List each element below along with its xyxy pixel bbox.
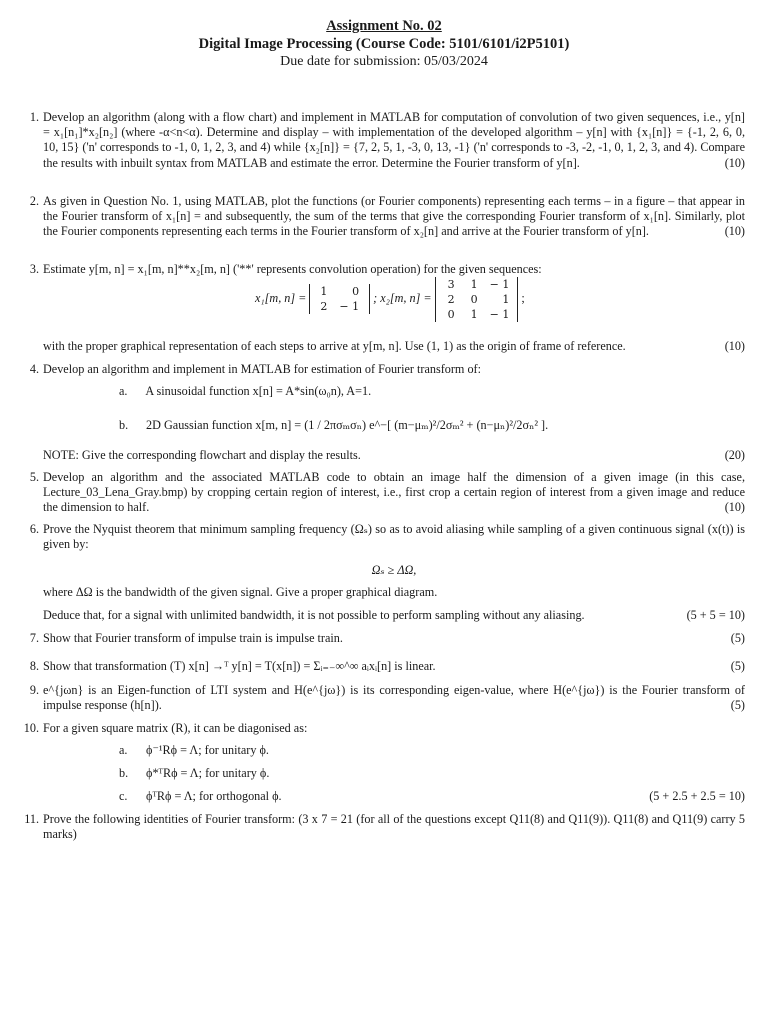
question-6-text3 xyxy=(43,608,745,623)
item-label: b. xyxy=(119,766,129,780)
assignment-title: Assignment No. 02 xyxy=(326,18,442,34)
matrix-x1 xyxy=(309,284,370,314)
question-number: 9. xyxy=(29,683,39,697)
question-marks: (10) xyxy=(724,500,745,515)
item-text: 2D Gaussian function x[m, n] = (1 / 2πσₘσₙ) e^−[ (m−μₘ)²/2σₘ² + (n−μₙ)²/2σₙ² ]. xyxy=(146,418,549,432)
q4-item-a xyxy=(119,384,745,399)
matrix-cell: 0 xyxy=(447,307,455,321)
course-title: Digital Image Processing (Course Code: 5101/6101/i2P5101) xyxy=(198,36,570,52)
question-5 xyxy=(29,470,745,516)
question-text: Prove the Nyquist theorem that minimum sampling frequency (Ωₛ) so as to avoid aliasing while sampling of a given continuous signal (x(t)) is given by: xyxy=(43,522,745,552)
q10-item-a xyxy=(119,743,745,758)
q3-matrix-equation xyxy=(255,275,525,323)
question-text: with the proper graphical representation of each steps to arrive at y[m, n]. Use (1, 1) as the origin of frame of reference. xyxy=(43,339,626,353)
matrix-cell: − 1 xyxy=(489,307,510,321)
question-marks: (10) xyxy=(724,155,745,170)
question-number: 3. xyxy=(29,262,39,276)
question-number: 7. xyxy=(29,631,39,645)
item-label: c. xyxy=(119,789,128,803)
item-text: A sinusoidal function x[n] = A*sin(ω₀n), A=1. xyxy=(145,384,372,398)
x2-label: ; x₂[m, n] = xyxy=(373,291,432,306)
question-number: 10. xyxy=(23,721,39,735)
matrix-cell: 0 xyxy=(470,292,478,306)
question-text: where ΔΩ is the bandwidth of the given signal. Give a proper graphical diagram. xyxy=(43,585,438,599)
matrix-end: ; xyxy=(521,291,525,306)
matrix-cell: 0 xyxy=(352,284,360,298)
q4-item-b xyxy=(119,418,745,433)
question-number: 5. xyxy=(29,470,39,484)
question-text: Deduce that, for a signal with unlimited bandwidth, it is not possible to perform sampling without any aliasing. xyxy=(43,608,585,622)
x1-label: x₁[m, n] = xyxy=(255,291,307,306)
question-number: 8. xyxy=(29,659,39,673)
nyquist-formula: Ωₛ ≥ ΔΩ, xyxy=(371,563,417,577)
question-text: Show that Fourier transform of impulse train is impulse train. xyxy=(43,631,343,645)
question-text: Show that transformation (T) x[n] →ᵀ y[n] = T(x[n]) = Σᵢ₌₋∞^∞ aᵢxᵢ[n] is linear. xyxy=(43,659,436,673)
question-6 xyxy=(29,522,745,552)
matrix-cell: 3 xyxy=(447,277,455,291)
question-8 xyxy=(29,659,745,674)
question-text: e^{jωn} is an Eigen-function of LTI system and H(e^{jω}) is its corresponding eigen-value, where H(e^{jω}) is the Fourier transform of impulse response (h[n]). xyxy=(43,683,745,713)
assignment-header xyxy=(0,17,768,71)
question-text: Develop an algorithm (along with a flow chart) and implement in MATLAB for computation of convolution of two given sequences, i.e., y[n] = x₁[n₁]*x₂[n₂] (where -α<n<α). Determine and display – with implementation of the developed algorithm – y[n] with {x₁[n]} = {-1, 2, 6, 0, 10, 15} ('n' corresponds to -1, 0, 1, 2, 3, and 4) while {x₂[n]} = {7, 2, 5, 1, -3, 0, 13, -1} ('n' corresponds to -3, -2, -1, 0, 1, 2, 3, and 4). Compare the results with inbuilt syntax from MATLAB and estimate the error. Determine the Fourier transform of y[n]. xyxy=(43,110,745,170)
question-marks: (5) xyxy=(730,631,745,645)
q10-item-c xyxy=(119,789,745,804)
question-9 xyxy=(29,683,745,713)
item-text: ϕᵀRϕ = Λ; for orthogonal ϕ. xyxy=(146,789,282,803)
matrix-cell: 1 xyxy=(320,284,328,298)
question-number: 11. xyxy=(24,812,39,826)
matrix-cell: 1 xyxy=(502,292,510,306)
matrix-x1-table xyxy=(314,284,365,314)
question-number: 2. xyxy=(29,194,39,208)
question-10 xyxy=(23,721,745,736)
question-7 xyxy=(29,631,745,646)
question-marks: (5 + 5 = 10) xyxy=(686,608,745,622)
question-1 xyxy=(29,110,745,171)
question-3-continued xyxy=(43,339,745,354)
question-6-text2 xyxy=(43,585,745,600)
question-marks: (5) xyxy=(730,698,745,713)
question-text: Prove the following identities of Fourier transform: (3 x 7 = 21 (for all of the questions except Q11(8) and Q11(9)). Q11(8) and Q11(9) carry 5 marks) xyxy=(43,812,745,842)
question-text: Estimate y[m, n] = x₁[m, n]**x₂[m, n] ('**' represents convolution operation) for the given sequences: xyxy=(43,262,542,276)
question-marks: (20) xyxy=(724,448,745,462)
question-marks: (5) xyxy=(730,659,745,673)
question-2 xyxy=(29,194,745,240)
question-number: 1. xyxy=(29,110,39,124)
matrix-x2-table xyxy=(440,277,514,322)
question-number: 4. xyxy=(29,362,39,376)
matrix-cell: − 1 xyxy=(489,277,510,291)
matrix-cell: 1 xyxy=(470,277,478,291)
due-date: Due date for submission: 05/03/2024 xyxy=(280,54,488,69)
matrix-x2 xyxy=(435,277,519,322)
question-4-note xyxy=(43,448,745,463)
question-marks: (10) xyxy=(724,339,745,353)
item-text: ϕ*ᵀRϕ = Λ; for unitary ϕ. xyxy=(146,766,270,780)
item-text: ϕ⁻¹Rϕ = Λ; for unitary ϕ. xyxy=(146,743,269,757)
item-label: a. xyxy=(119,743,128,757)
question-text: As given in Question No. 1, using MATLAB, plot the functions (or Fourier components) representing each terms – in a figure – that appear in the Fourier transform of x₁[n] = and subsequently, the sum of the terms that give the corresponding Fourier transform of x₁[n]. Similarly, plot the Fourier components representing each terms in the Fourier transform of x₂[n] and arrive at the Fourier transform of y[n]. xyxy=(43,194,745,239)
matrix-cell: 2 xyxy=(320,300,328,313)
item-label: a. xyxy=(119,384,128,398)
question-text: Develop an algorithm and implement in MATLAB for estimation of Fourier transform of: xyxy=(43,362,481,376)
question-note: NOTE: Give the corresponding flowchart and display the results. xyxy=(43,448,361,462)
question-marks: (10) xyxy=(724,224,745,239)
matrix-cell: 2 xyxy=(447,292,455,306)
matrix-cell: 1 xyxy=(470,307,478,321)
question-4 xyxy=(29,362,745,377)
question-number: 6. xyxy=(29,522,39,536)
question-11 xyxy=(24,812,745,842)
question-text: For a given square matrix (R), it can be diagonised as: xyxy=(43,721,308,735)
q10-item-b xyxy=(119,766,745,781)
matrix-cell: − 1 xyxy=(339,300,360,313)
item-label: b. xyxy=(119,418,129,432)
question-text: Develop an algorithm and the associated MATLAB code to obtain an image half the dimension of a given image (in this case, Lecture_03_Lena_Gray.bmp) by cropping certain region of interest, i.e., first crop a certain region of interest from a given image and reduce the dimension to half. xyxy=(43,470,745,515)
question-marks: (5 + 2.5 + 2.5 = 10) xyxy=(649,789,745,803)
